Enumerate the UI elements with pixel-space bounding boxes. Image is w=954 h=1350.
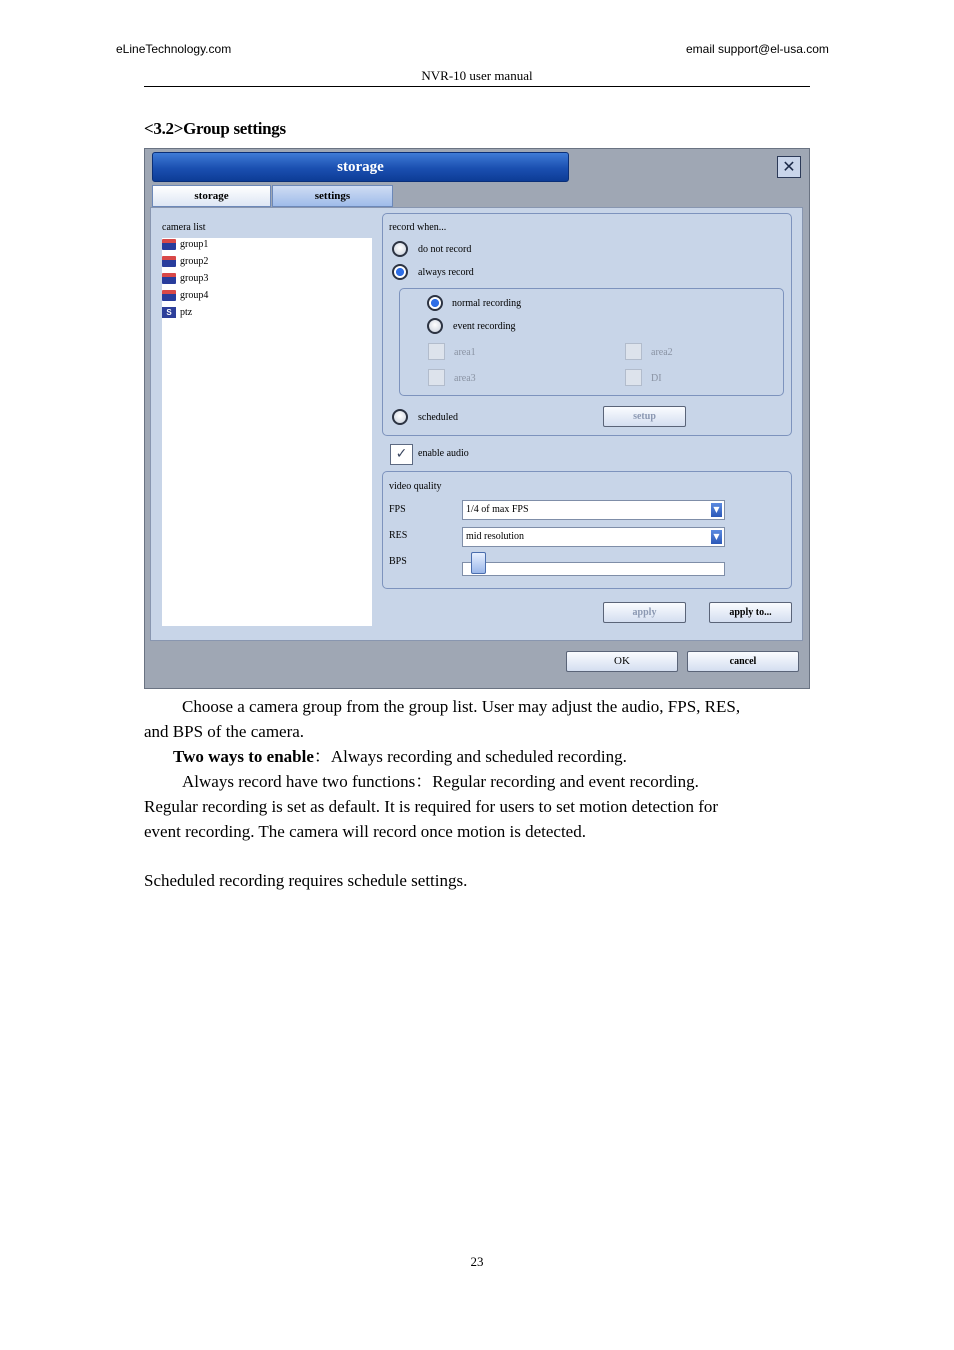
chevron-down-icon[interactable]: ▼ [711,530,722,544]
paragraph-5: event recording. The camera will record once motion is detected. [144,822,586,841]
camera-list[interactable] [162,238,372,626]
area2-checkbox[interactable] [625,343,642,360]
ok-button[interactable]: OK [566,651,678,672]
camera-list-label: camera list [162,222,206,233]
cancel-button[interactable]: cancel [687,651,799,672]
paragraph-1: Choose a camera group from the group list. User may adjust the audio, FPS, RES, [182,697,741,716]
always-record-radio[interactable] [392,264,408,280]
scheduled-label: scheduled [418,412,458,423]
normal-recording-radio[interactable] [427,295,443,311]
camera-folder-icon [162,256,176,267]
ptz-icon: S [162,307,176,318]
camera-list-item-group3[interactable]: group3 [162,271,372,287]
setup-button[interactable]: setup [603,406,686,427]
enable-audio-checkbox[interactable]: ✓ [390,444,413,465]
paragraph-1-cont: and BPS of the camera. [144,722,305,741]
scheduled-radio[interactable] [392,409,408,425]
do-not-record-label: do not record [418,244,472,255]
area1-label: area1 [454,347,476,358]
camera-folder-icon [162,239,176,250]
camera-list-item-group4[interactable]: group4 [162,288,372,304]
page-number: 23 [470,1254,484,1269]
camera-list-item-group1[interactable]: group1 [162,237,372,253]
close-icon[interactable]: ✕ [777,156,801,178]
area3-checkbox[interactable] [428,369,445,386]
section-title: <3.2>Group settings [144,119,286,138]
event-recording-radio[interactable] [427,318,443,334]
fps-label: FPS [389,504,406,515]
res-select[interactable]: mid resolution ▼ [462,527,725,547]
camera-list-item-group2[interactable]: group2 [162,254,372,270]
paragraph-2 [173,744,627,769]
do-not-record-radio[interactable] [392,241,408,257]
tab-storage[interactable]: storage [152,185,271,207]
camera-list-item-ptz[interactable]: S ptz [162,305,372,321]
area3-label: area3 [454,373,476,384]
bps-label: BPS [389,556,407,567]
paragraph-2-rest: ：Always recording and scheduled recording. [313,747,627,766]
video-quality-label: video quality [389,481,442,492]
normal-recording-label: normal recording [452,298,522,309]
paragraph-3: Always record have two functions：Regular recording and event recording. [182,772,699,791]
header-title: NVR-10 user manual [421,68,533,83]
enable-audio-label: enable audio [418,448,469,459]
header-rule [144,86,810,87]
area1-checkbox[interactable] [428,343,445,360]
res-label: RES [389,530,408,541]
bps-slider-thumb[interactable] [471,552,486,574]
fps-select[interactable]: 1/4 of max FPS ▼ [462,500,725,520]
paragraph-2-bold: Two ways to enable [173,747,314,766]
record-when-label: record when... [389,222,447,233]
header-site: eLineTechnology.com [116,42,232,56]
di-label: DI [651,373,662,384]
bps-slider[interactable] [462,562,725,576]
camera-folder-icon [162,273,176,284]
camera-folder-icon [162,290,176,301]
chevron-down-icon[interactable]: ▼ [711,503,722,517]
dialog-titlebar: storage [152,152,569,182]
event-recording-label: event recording [453,321,516,332]
always-record-label: always record [418,267,474,278]
paragraph-4: Regular recording is set as default. It is required for users to set motion detection for [144,797,719,816]
header-email: email support@el-usa.com [686,42,829,56]
paragraph-6: Scheduled recording requires schedule settings. [144,871,468,890]
apply-to-button[interactable]: apply to... [709,602,792,623]
tab-settings[interactable]: settings [272,185,393,207]
di-checkbox[interactable] [625,369,642,386]
area2-label: area2 [651,347,673,358]
apply-button[interactable]: apply [603,602,686,623]
